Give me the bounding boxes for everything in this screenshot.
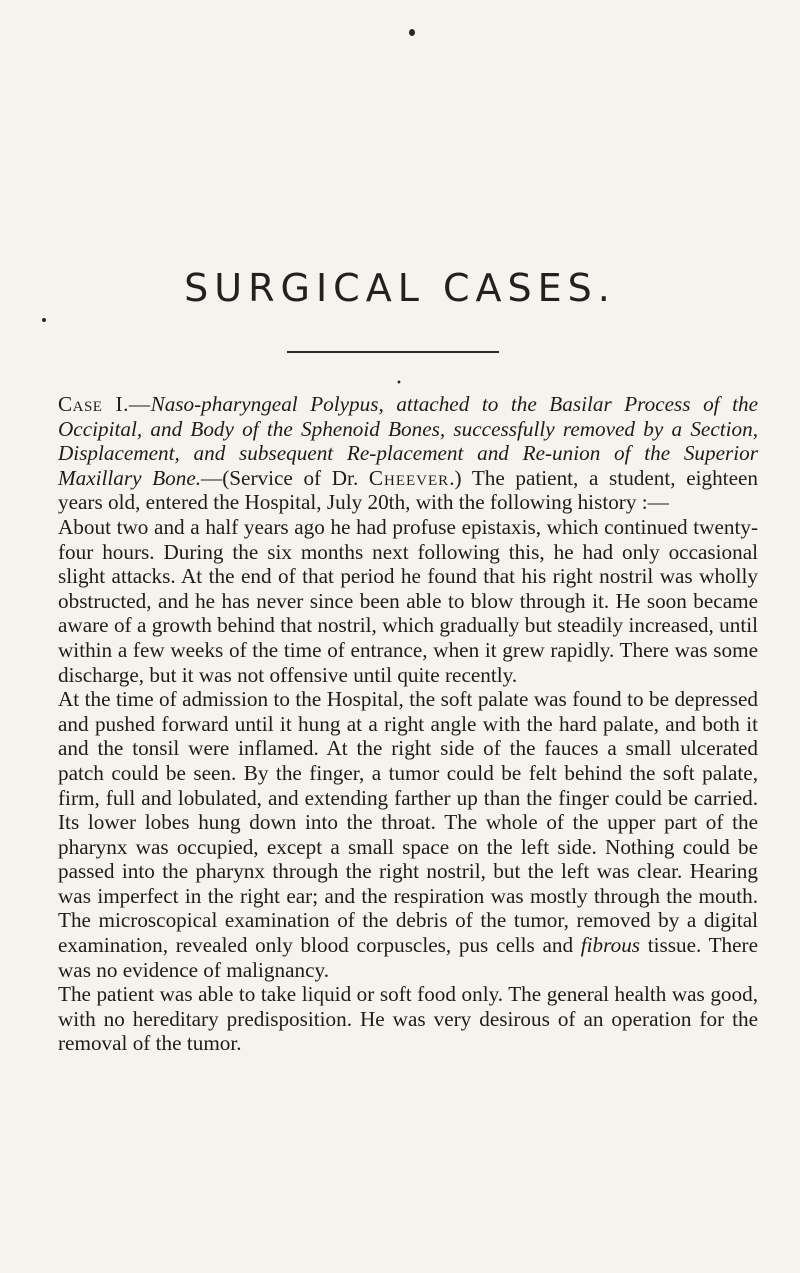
history-paragraph: About two and a half years ago he had profuse epistaxis, which continued twenty-four hours. During the six months next following this, he had only occasional slight attacks. At the end of that period he found that his right nostril was wholly obstructed, and he has never since been able to blow through it. He soon became aware of a growth behind that nostril, which gradually but steadily increased, until within a few weeks of the time of entrance, when it grew rapidly. There was some discharge, but it was not offensive until quite recently. xyxy=(58,514,758,687)
case-heading: Naso-pharyngeal Polypus, attached to the Basilar Process of the Occipital, and Body of the Sphenoid Bones, successfully removed by a Section, Displacement, and subsequent Re-placement and Re-union of the Superior Maxillary Bone. xyxy=(58,392,758,490)
surgeon-name: Cheever xyxy=(368,465,450,490)
ornament-dot: • xyxy=(396,378,402,389)
service-suffix: .) xyxy=(449,465,462,490)
examination-paragraph xyxy=(58,687,758,982)
page-title: SURGICAL CASES. xyxy=(184,266,616,310)
examination-text: At the time of admission to the Hospital, the soft palate was found to be depressed and pushed forward until it hung at a right angle with the hard palate, and both it and the tonsil were inflamed. At the right side of the fauces a small ulcerated patch could be seen. By the finger, a tumor could be felt behind the soft palate, firm, full and lobulated, and extending farther up than the finger could be carried. Its lower lobes hung down into the throat. The whole of the upper part of the pharynx was occupied, except a small space on the left side. Nothing could be passed into the pharynx through the right nostril, but the left was clear. Hearing was imperfect in the right ear; and the respiration was mostly through the mouth. The microscopical examination of the debris of the tumor, removed by a digital examination, revealed only blood corpuscles, pus cells and xyxy=(58,687,758,958)
case-label: Case I.— xyxy=(58,392,151,416)
examination-text-end: tissue. There was no evidence of malignancy. xyxy=(58,933,758,982)
case-heading-paragraph xyxy=(58,392,758,515)
service-prefix: —(Service of Dr. xyxy=(201,465,369,490)
ink-speck xyxy=(42,318,46,322)
condition-paragraph: The patient was able to take liquid or soft food only. The general health was good, with no hereditary predisposition. He was very desirous of an operation for the removal of the tumor. xyxy=(58,982,758,1056)
ink-speck xyxy=(409,29,415,36)
title-rule xyxy=(287,351,499,353)
fibrous-word: fibrous xyxy=(580,933,641,958)
case-text xyxy=(58,392,758,1056)
intro-text: The patient, a student, eighteen years old, entered the Hospital, July 20th, with the following history :— xyxy=(58,465,758,515)
